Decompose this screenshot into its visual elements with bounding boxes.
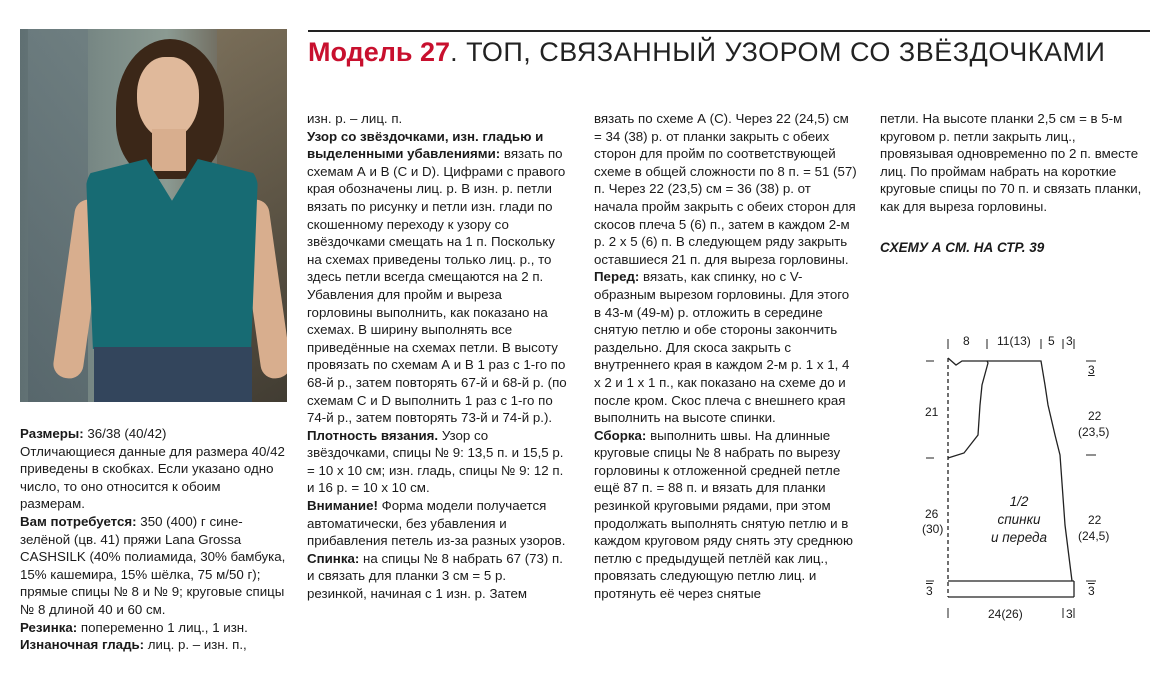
sizes-note: Отличающиеся данные для размера 40/42 приведены в скобках. Если указано одно число, то оно относится к обоим размерам. bbox=[20, 443, 285, 512]
title-rule bbox=[308, 30, 1150, 32]
column-4 bbox=[880, 110, 1150, 216]
dim-left-3: 3 bbox=[926, 584, 933, 598]
density-value: Узор со звёздочками, спицы № 9: 13,5 п. и 15,5 р. = 10 х 10 см; изн. гладь, спицы № 9: 12 п. и 16 р. = 10 х 10 см. bbox=[307, 427, 564, 496]
dim-top-11: 11(13) bbox=[997, 334, 1031, 348]
rib-label: Резинка: bbox=[20, 619, 78, 635]
materials-label: Вам потребуется: bbox=[20, 513, 137, 529]
dim-right-3-top: 3 bbox=[1088, 363, 1095, 377]
title-text: . ТОП, СВЯЗАННЫЙ УЗОРОМ СО ЗВЁЗДОЧКАМИ bbox=[450, 37, 1106, 67]
dim-right-245: (24,5) bbox=[1078, 529, 1110, 543]
dim-right-235: (23,5) bbox=[1078, 425, 1110, 439]
model-number: Модель 27 bbox=[308, 37, 451, 67]
column-1 bbox=[20, 425, 288, 654]
scheme-reference: СХЕМУ А СМ. НА СТР. 39 bbox=[880, 240, 1045, 255]
dim-right-22b: 22 bbox=[1088, 513, 1102, 527]
purl-continuation: изн. р. – лиц. п. bbox=[307, 111, 403, 126]
half-label bbox=[980, 493, 1058, 547]
model-photo bbox=[20, 29, 287, 402]
schematic-outline bbox=[900, 325, 1150, 625]
dim-bottom-3: 3 bbox=[1066, 607, 1073, 621]
back-value: на спицы № 8 набрать 67 (73) п. и связать для планки 3 см = 5 р. резинкой, начиная с 1 изн. р. Затем bbox=[307, 550, 563, 602]
pattern-schematic bbox=[900, 325, 1150, 625]
back-continuation: вязать по схеме А (С). Через 22 (24,5) см = 34 (38) р. от планки закрыть с обеих сторон для пройм по соответствующей схеме в общей сложности по 8 п. = 51 (57) п. Через 22 (23,5) см = 36 (38) р. от начала пройм закрыть с обеих сторон для скосов плеча 5 (6) п., затем в каждом 2-м р. 2 х 5 (6) п. В следующем ряду закрыть оставшиеся 21 п. для выреза горловины. bbox=[594, 111, 857, 267]
dim-left-30: (30) bbox=[922, 522, 944, 536]
dim-right-22a: 22 bbox=[1088, 409, 1102, 423]
materials-value: 350 (400) г сине-зелёной (цв. 41) пряжи Lana Grossa CASHSILK (40% полиамида, 30% бамбука, 15% кашемира, 15% шёлка, 75 м/50 г); прямые спицы № 8 и № 9; круговые спицы № 8 длиной 40 и 60 см. bbox=[20, 513, 286, 617]
dim-left-26: 26 bbox=[925, 507, 939, 521]
half-label-2: спинки bbox=[997, 512, 1041, 527]
rib-value: попеременно 1 лиц., 1 изн. bbox=[77, 619, 248, 635]
attention-label: Внимание! bbox=[307, 498, 378, 514]
assembly-continuation: петли. На высоте планки 2,5 см = в 5-м круговом р. петли закрыть лиц., провязывая одновременно по 2 п. вместе лиц. По проймам набрать на короткие круговые спицы по 70 п. и связать планки, как для выреза горловины. bbox=[880, 111, 1142, 214]
front-value: вязать, как спинку, но с V-образным вырезом горловины. Для этого в 43-м (49-м) р. отложить в середине снятую петлю и обе стороны закончить раздельно. Для скоса закрыть с внутреннего края в каждом 2-м р. 1 х 1, 4 х 2 и 1 х 1 п., как показано на схеме до и после кром. Скос плеча с внешнего края выполнить на высоте спинки. bbox=[594, 269, 850, 426]
dim-top-3: 3 bbox=[1066, 334, 1073, 348]
column-2 bbox=[307, 110, 569, 603]
column-3 bbox=[594, 110, 858, 603]
half-label-3: и переда bbox=[990, 530, 1048, 545]
purl-value: лиц. р. – изн. п., bbox=[144, 637, 247, 653]
dim-top-5: 5 bbox=[1048, 334, 1055, 348]
page-title bbox=[308, 36, 1105, 68]
half-label-1: 1/2 bbox=[1009, 494, 1029, 509]
star-pattern-label: Узор со звёздочками, изн. гладью и выделенными убавлениями: bbox=[307, 128, 544, 162]
purl-label: Изнаночная гладь: bbox=[20, 637, 145, 653]
dim-right-3-bot: 3 bbox=[1088, 584, 1095, 598]
assembly-label: Сборка: bbox=[594, 427, 647, 443]
density-label: Плотность вязания. bbox=[307, 427, 439, 443]
attention-value: Форма модели получается автоматически, без убавления и прибавления петель из-за разных узоров. bbox=[307, 498, 566, 549]
back-label: Спинка: bbox=[307, 550, 360, 566]
sizes-label: Размеры: bbox=[20, 426, 84, 441]
sizes-value: 36/38 (40/42) bbox=[83, 426, 167, 441]
dim-top-8: 8 bbox=[963, 334, 970, 348]
dim-bottom-24: 24(26) bbox=[988, 607, 1023, 621]
front-label: Перед: bbox=[594, 269, 640, 285]
assembly-value: выполнить швы. На длинные круговые спицы № 8 набрать по вырезу горловины к отложенной средней петле ещё 87 п. = 88 п. и вязать для планки резинкой круговыми рядами, при этом продолжать выполнять снятую петлю и в каждом круговом ряду снять эту среднюю петлю с предыдущей петлёй как лиц., провязать следующую петлю лиц. и протянуть её через снятые bbox=[594, 427, 853, 602]
dim-left-21: 21 bbox=[925, 405, 939, 419]
star-pattern-value: вязать по схемам А и В (С и D). Цифрами с правого края обозначены лиц. р. В изн. р. петли вязать по рисунку и петли изн. глади по скошенному переходу к узору со звёздочками смещать на 1 п. Поскольку на схемах приведены только лиц. р., то здесь петли всегда смещаются на 2 п. Убавления для пройм и выреза горловины выполнить, как показано на схемах. В ширину выполнять все приведённые на схемах петли. В высоту провязать по схемам А и В 1 раз с 1-го по 68-й р., затем повторять 67-й и 68-й р. (по схемам С и D выполнить 1 раз с 1-го по 74-й р., затем повторять 73-й и 74-й р.). bbox=[307, 146, 567, 426]
